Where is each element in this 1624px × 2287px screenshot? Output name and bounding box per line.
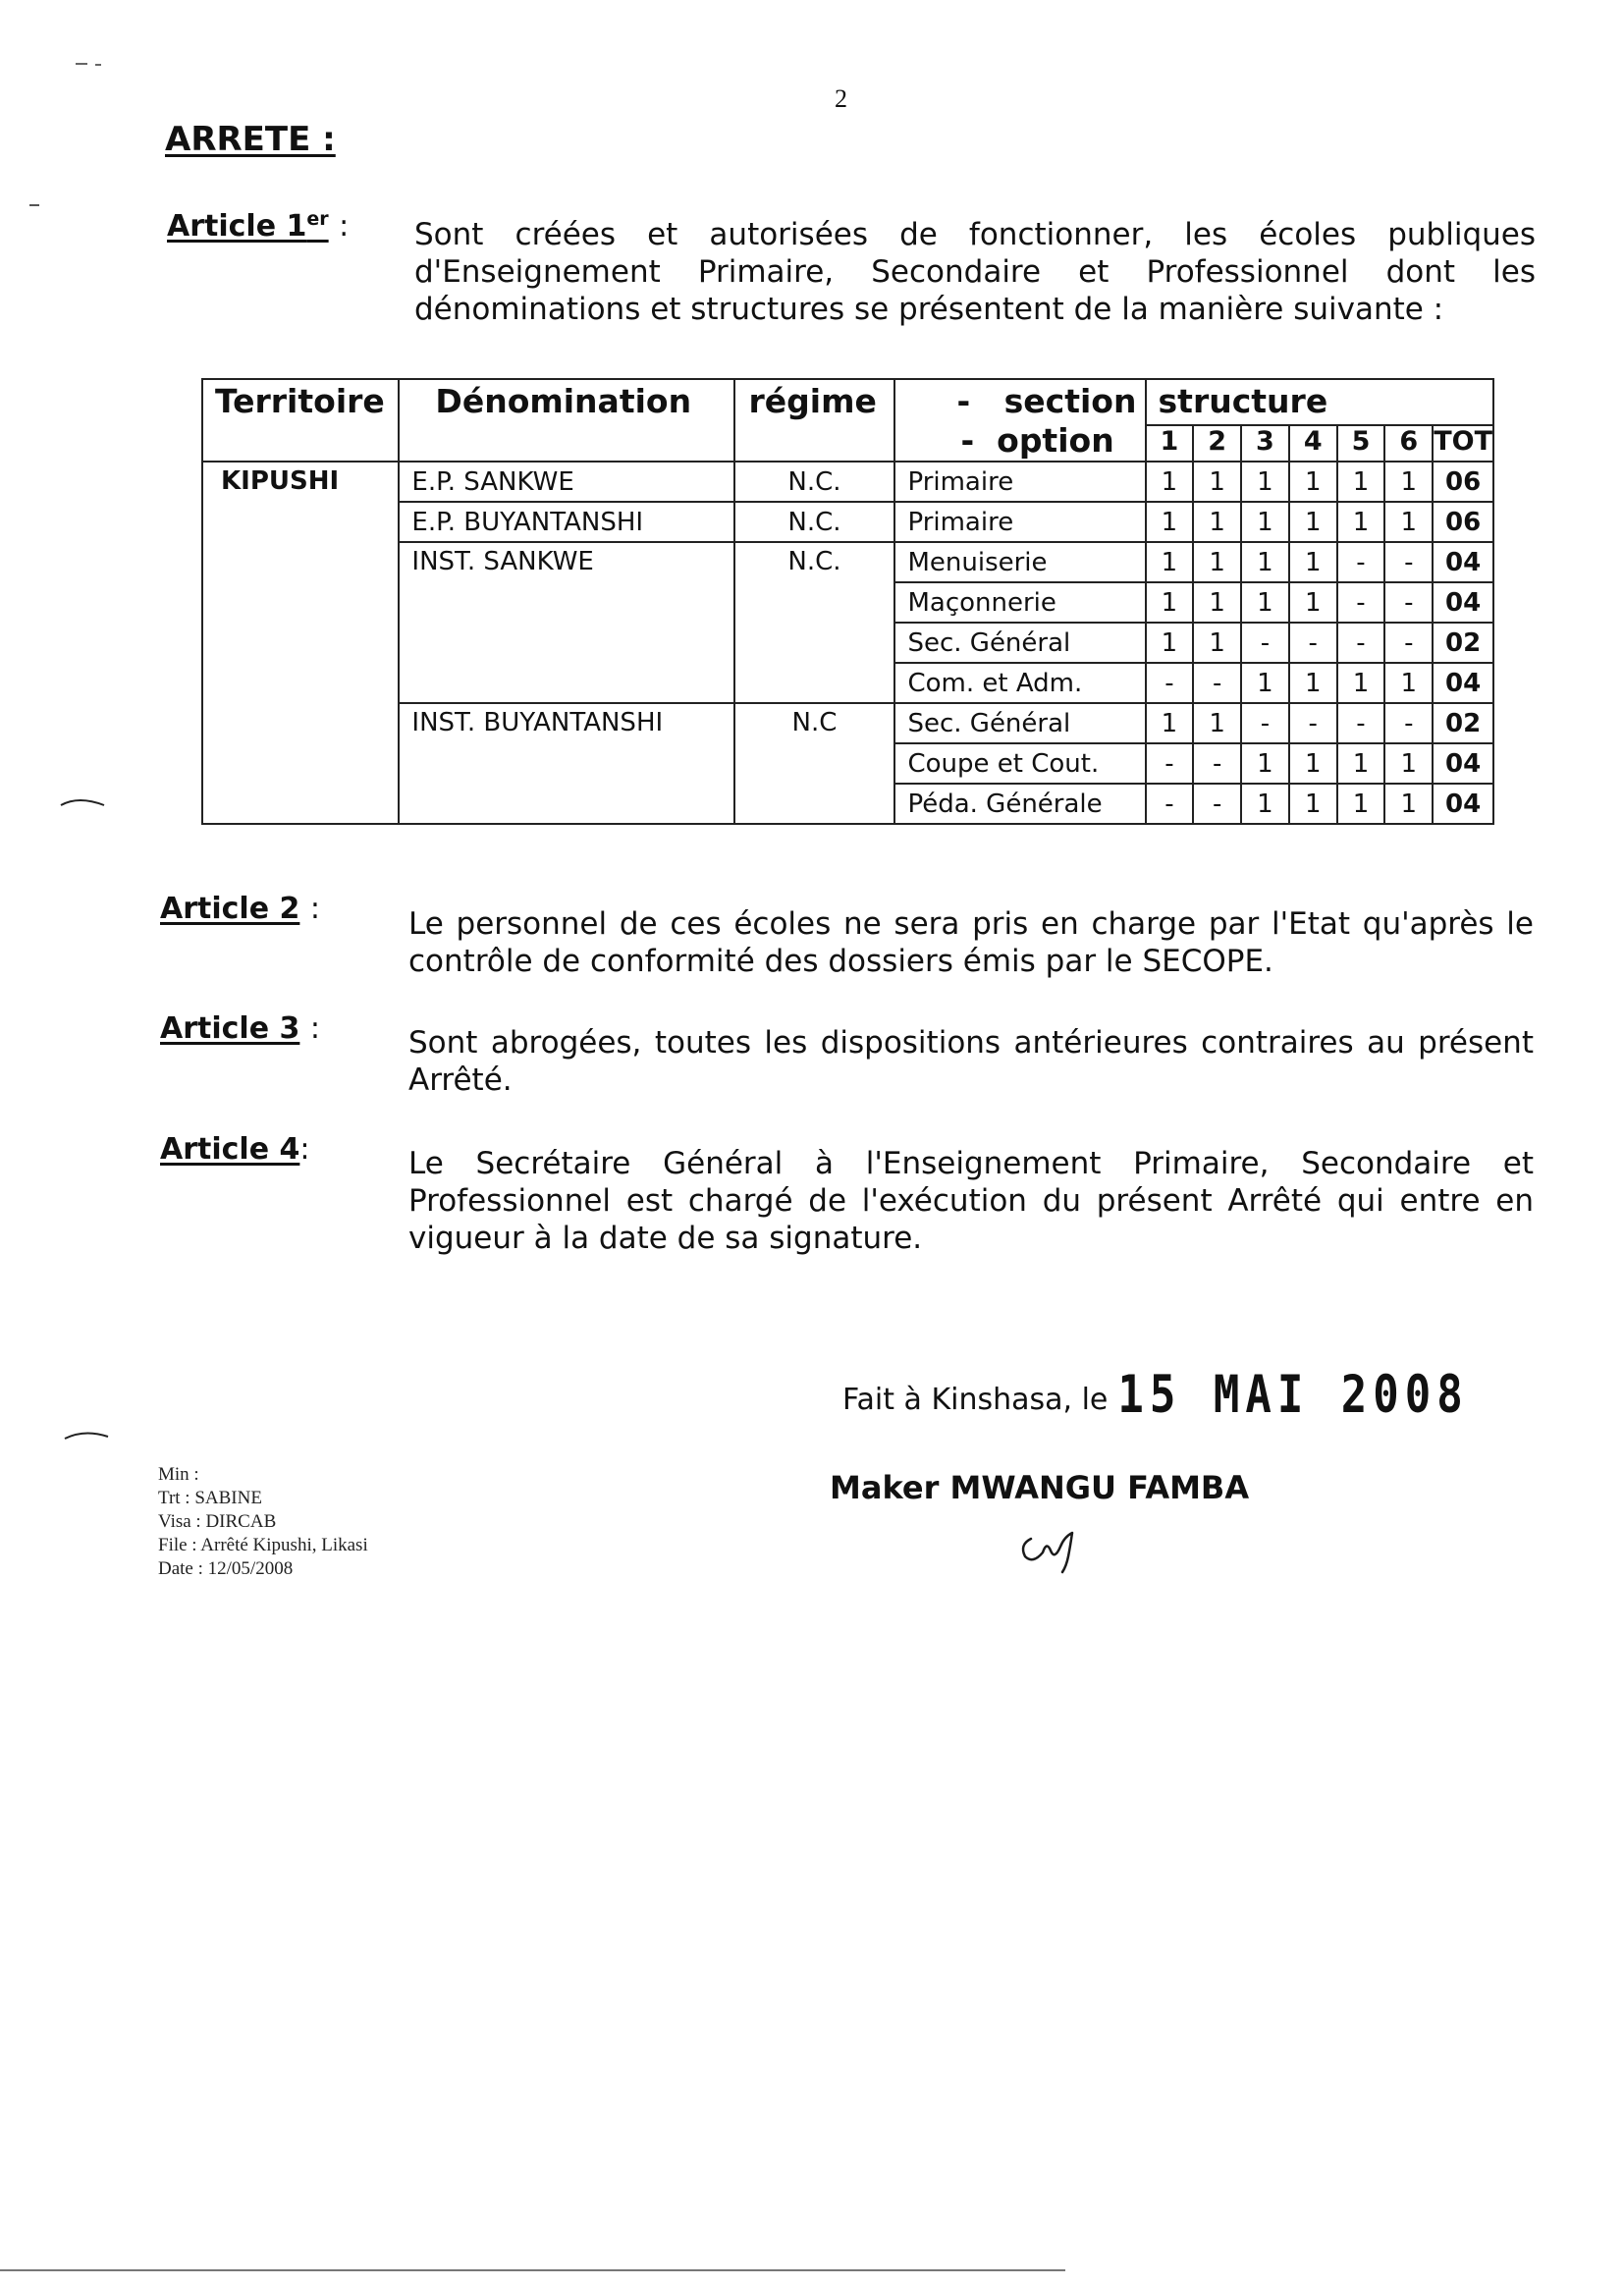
grade-cell: - [1384,542,1433,582]
grade-cell: - [1337,582,1385,623]
grade-cell: - [1146,663,1194,703]
grade-cell: 1 [1193,623,1241,663]
grade-cell: 1 [1193,462,1241,502]
grade-cell: 1 [1289,743,1337,784]
grade-cell: 1 [1337,743,1385,784]
article-2-label: Article 2 : [160,892,320,926]
section-cell: Sec. Général [894,623,1145,663]
grade-cell: 1 [1241,663,1289,703]
grade-cell: 1 [1289,542,1337,582]
total-cell: 02 [1433,623,1493,663]
grade-cell: - [1241,703,1289,743]
grade-cell: 1 [1193,542,1241,582]
grade-cell: - [1384,703,1433,743]
regime-cell: N.C. [734,542,895,703]
denomination-cell: E.P. SANKWE [399,462,733,502]
total-cell: 04 [1433,542,1493,582]
page-title: ARRETE : [165,120,336,159]
grade-cell: - [1289,623,1337,663]
grade-cell: 1 [1193,703,1241,743]
grade-cell: 1 [1146,542,1194,582]
total-cell: 04 [1433,663,1493,703]
reference-line: Date : 12/05/2008 [158,1558,294,1579]
header-denomination: Dénomination [399,379,733,462]
total-cell: 06 [1433,462,1493,502]
header-grade: 1 [1146,425,1194,462]
grade-cell: 1 [1146,703,1194,743]
total-cell: 04 [1433,784,1493,824]
grade-cell: 1 [1241,784,1289,824]
grade-cell: 1 [1193,502,1241,542]
article-3-label: Article 3 : [160,1011,320,1046]
article-4-text: Le Secrétaire Général à l'Enseignement Primaire, Secondaire et Professionnel est chargé de l'exécution du présent Arrêté qui entre en vigueur à la date de sa signature. [408,1146,1534,1256]
table-row [202,462,1493,502]
grade-cell: 1 [1241,582,1289,623]
header-tot: TOT [1433,425,1493,462]
grade-cell: 1 [1193,582,1241,623]
grade-cell: 1 [1289,582,1337,623]
grade-cell: 1 [1337,663,1385,703]
grade-cell: - [1337,623,1385,663]
grade-cell: - [1146,784,1194,824]
section-cell: Primaire [894,462,1145,502]
header-grade: 3 [1241,425,1289,462]
grade-cell: - [1337,542,1385,582]
grade-cell: 1 [1289,784,1337,824]
total-cell: 04 [1433,582,1493,623]
reference-line: Visa : DIRCAB [158,1511,277,1532]
scan-mark [59,795,108,809]
grade-cell: 1 [1384,784,1433,824]
header-grade: 5 [1337,425,1385,462]
total-cell: 04 [1433,743,1493,784]
grade-cell: 1 [1384,663,1433,703]
reference-line: Min : [158,1464,199,1485]
grade-cell: 1 [1146,582,1194,623]
signatory-name: Maker MWANGU FAMBA [830,1469,1250,1506]
section-cell: Menuiserie [894,542,1145,582]
grade-cell: 1 [1241,502,1289,542]
header-grade: 6 [1384,425,1433,462]
header-section: - section [956,382,1137,420]
grade-cell: 1 [1146,462,1194,502]
handwritten-signature [1011,1517,1100,1576]
grade-cell: 1 [1337,784,1385,824]
signature-place-date: Fait à Kinshasa, le 15 MAI 2008 [842,1364,1469,1426]
regime-cell: N.C. [734,462,895,502]
denomination-cell: E.P. BUYANTANSHI [399,502,733,542]
header-structure: structure [1146,379,1493,425]
grade-cell: 1 [1241,462,1289,502]
grade-cell: 1 [1146,502,1194,542]
territoire-cell: KIPUSHI [202,462,399,824]
article-3-text: Sont abrogées, toutes les dispositions antérieures contraires au présent Arrêté. [408,1025,1534,1098]
grade-cell: 1 [1289,462,1337,502]
header-section-option [894,379,1145,462]
denomination-cell: INST. SANKWE [399,542,733,703]
regime-cell: N.C [734,703,895,824]
grade-cell: 1 [1384,462,1433,502]
reference-line: File : Arrêté Kipushi, Likasi [158,1535,368,1555]
section-cell: Coupe et Cout. [894,743,1145,784]
section-cell: Péda. Générale [894,784,1145,824]
grade-cell: - [1384,582,1433,623]
header-grade: 4 [1289,425,1337,462]
total-cell: 02 [1433,703,1493,743]
grade-cell: 1 [1289,663,1337,703]
header-grade: 2 [1193,425,1241,462]
reference-line: Trt : SABINE [158,1488,262,1508]
article-1-text: Sont créées et autorisées de fonctionner, les écoles publiques d'Enseignement Primaire, Secondaire et Professionnel dont les dénominations et structures se présentent de la manière suivante : [414,217,1536,327]
section-cell: Com. et Adm. [894,663,1145,703]
scan-mark [27,201,47,209]
grade-cell: 1 [1146,623,1194,663]
section-cell: Sec. Général [894,703,1145,743]
grade-cell: - [1289,703,1337,743]
grade-cell: 1 [1241,542,1289,582]
grade-cell: - [1241,623,1289,663]
article-4-label: Article 4: [160,1132,310,1167]
section-cell: Maçonnerie [894,582,1145,623]
reference-block [158,1463,368,1581]
header-regime: régime [734,379,895,462]
grade-cell: 1 [1384,743,1433,784]
grade-cell: - [1384,623,1433,663]
page-bottom-rule [0,2269,1065,2271]
grade-cell: - [1146,743,1194,784]
article-2-text: Le personnel de ces écoles ne sera pris en charge par l'Etat qu'après le contrôle de conformité des dossiers émis par le SECOPE. [408,906,1534,979]
scan-mark [63,1429,112,1443]
school-structure-table [201,378,1494,825]
grade-cell: 1 [1337,462,1385,502]
grade-cell: 1 [1289,502,1337,542]
grade-cell: 1 [1241,743,1289,784]
grade-cell: - [1193,663,1241,703]
grade-cell: - [1193,743,1241,784]
section-cell: Primaire [894,502,1145,542]
total-cell: 06 [1433,502,1493,542]
grade-cell: 1 [1384,502,1433,542]
page-number: 2 [835,84,847,113]
regime-cell: N.C. [734,502,895,542]
date-stamp: 15 MAI 2008 [1117,1364,1469,1426]
scan-mark [74,59,133,69]
grade-cell: - [1193,784,1241,824]
article-1-label: Article 1er : [167,208,350,244]
grade-cell: - [1337,703,1385,743]
header-territoire: Territoire [202,379,399,462]
denomination-cell: INST. BUYANTANSHI [399,703,733,824]
grade-cell: 1 [1337,502,1385,542]
header-option: - option [960,421,1114,460]
